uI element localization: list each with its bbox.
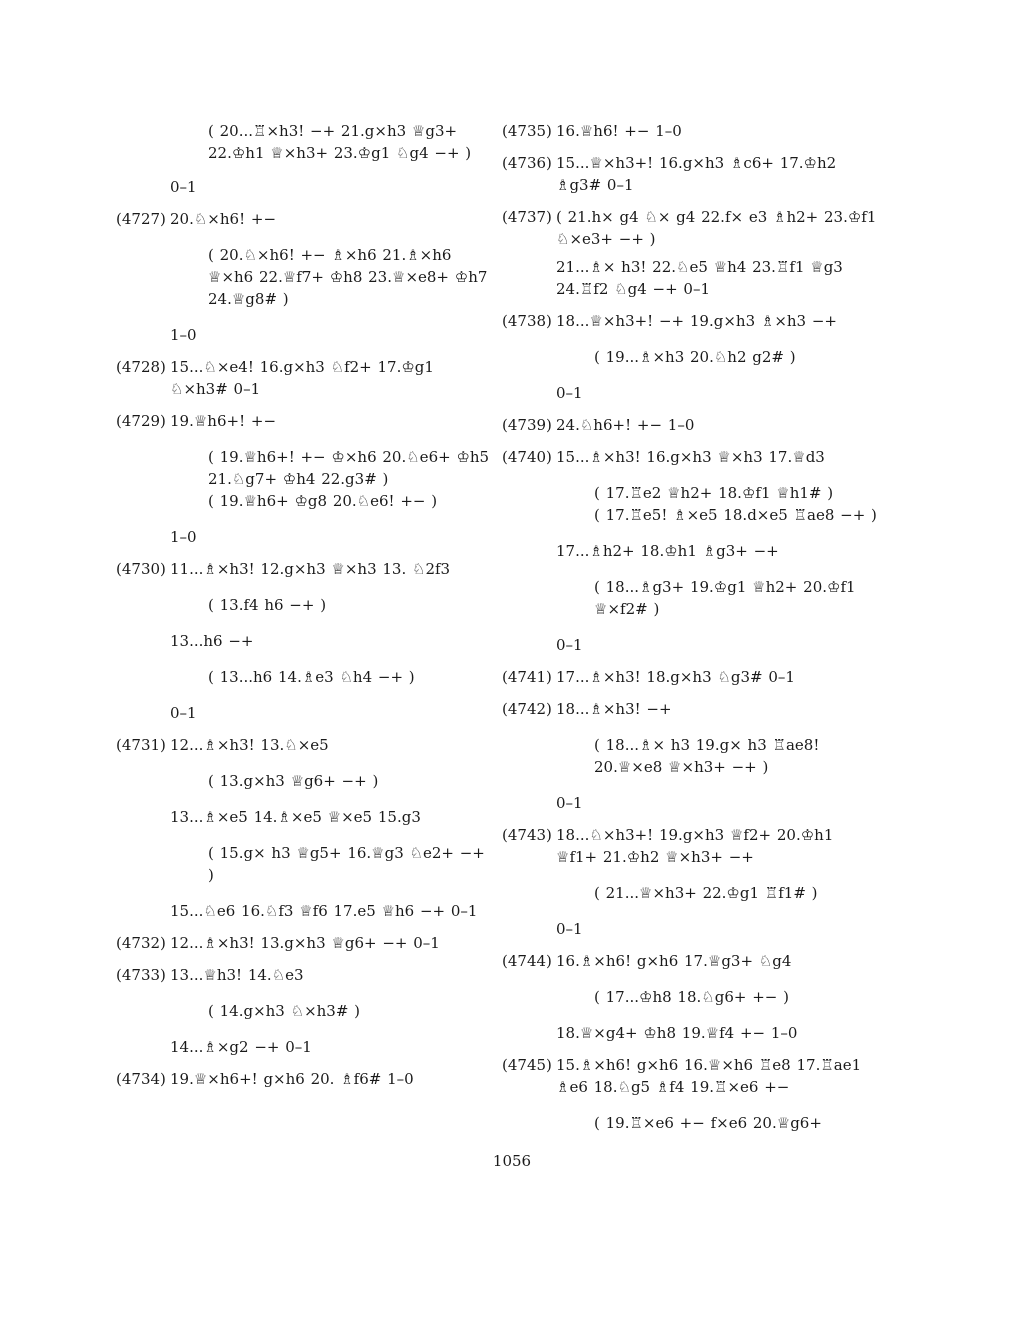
move-text: ( 21.h× g4 ♘× g4 22.f× e3 ♗h2+ 23.♔f1 ♘×e3+ −+ ): [556, 208, 877, 248]
move-line: [116, 1036, 494, 1058]
move-line: [502, 792, 880, 814]
problem-entry: [502, 310, 880, 332]
move-text: 14...♗×g2 −+ 0–1: [170, 1038, 312, 1056]
move-text: 15...♕×h3+! 16.g×h3 ♗c6+ 17.♔h2 ♗g3# 0–1: [556, 154, 837, 194]
variation-line: [502, 346, 880, 368]
problem-entry: [116, 932, 494, 954]
move-text: 15.♗×h6! g×h6 16.♕×h6 ♖e8 17.♖ae1 ♗e6 18.♘g5 ♗f4 19.♖×e6 +−: [556, 1056, 862, 1096]
problem-entry: [502, 1054, 880, 1098]
problem-entry: [502, 698, 880, 720]
problem-entry: [116, 558, 494, 580]
problem-number: (4734): [116, 1070, 166, 1088]
move-text: 16.♕h6! +− 1–0: [556, 122, 682, 140]
problem-number: (4738): [502, 312, 552, 330]
variation-line: [116, 446, 494, 490]
move-text: ( 19...♗×h3 20.♘h2 g2# ): [594, 348, 796, 366]
variation-line: [502, 576, 880, 620]
move-text: 18.♕×g4+ ♔h8 19.♕f4 +− 1–0: [556, 1024, 798, 1042]
move-line: [502, 918, 880, 940]
move-text: 13...♕h3! 14.♘e3: [170, 966, 304, 984]
problem-entry: [502, 414, 880, 436]
move-text: 12...♗×h3! 13.♘×e5: [170, 736, 329, 754]
problem-entry: [116, 964, 494, 986]
page-number: 1056: [492, 1152, 532, 1170]
move-text: 1–0: [170, 326, 197, 344]
move-text: 16.♗×h6! g×h6 17.♕g3+ ♘g4: [556, 952, 792, 970]
move-text: 17...♗×h3! 18.g×h3 ♘g3# 0–1: [556, 668, 795, 686]
move-text: ( 13.g×h3 ♕g6+ −+ ): [208, 772, 379, 790]
problem-number: (4741): [502, 668, 552, 686]
move-text: 15...♗×h3! 16.g×h3 ♕×h3 17.♕d3: [556, 448, 825, 466]
problem-entry: [116, 356, 494, 400]
problem-entry: [502, 666, 880, 688]
problem-number: (4733): [116, 966, 166, 984]
move-text: ( 17.♖e2 ♕h2+ 18.♔f1 ♕h1# ): [594, 484, 834, 502]
move-line: [116, 702, 494, 724]
problem-number: (4729): [116, 412, 166, 430]
problem-entry: [116, 208, 494, 230]
problem-number: (4728): [116, 358, 166, 376]
problem-entry: [116, 734, 494, 756]
move-line: [116, 630, 494, 652]
move-text: 11...♗×h3! 12.g×h3 ♕×h3 13. ♘2f3: [170, 560, 451, 578]
variation-line: [502, 986, 880, 1008]
left-column: [116, 120, 494, 1090]
variation-line: [116, 842, 494, 886]
variation-line: [116, 770, 494, 792]
move-text: 17...♗h2+ 18.♔h1 ♗g3+ −+: [556, 542, 779, 560]
variation-line: [116, 120, 494, 164]
move-line: [116, 526, 494, 548]
variation-line: [502, 482, 880, 504]
variation-line: [116, 1000, 494, 1022]
move-text: ( 19.♕h6+ ♔g8 20.♘e6! +− ): [208, 492, 438, 510]
problem-number: (4744): [502, 952, 552, 970]
move-text: ( 13.f4 h6 −+ ): [208, 596, 327, 614]
move-text: ( 20...♖×h3! −+ 21.g×h3 ♕g3+ 22.♔h1 ♕×h3+ 23.♔g1 ♘g4 −+ ): [208, 122, 472, 162]
move-text: ( 20.♘×h6! +− ♗×h6 21.♗×h6 ♕×h6 22.♕f7+ ♔h8 23.♕×e8+ ♔h7 24.♕g8# ): [208, 246, 488, 308]
variation-line: [502, 504, 880, 526]
problem-number: (4732): [116, 934, 166, 952]
problem-number: (4740): [502, 448, 552, 466]
move-text: ( 21...♕×h3+ 22.♔g1 ♖f1# ): [594, 884, 818, 902]
problem-number: (4737): [502, 208, 552, 226]
move-text: 18...♘×h3+! 19.g×h3 ♕f2+ 20.♔h1 ♕f1+ 21.♔h2 ♕×h3+ −+: [556, 826, 834, 866]
problem-entry: [502, 824, 880, 868]
move-line: [502, 382, 880, 404]
move-text: ( 18...♗× h3 19.g× h3 ♖ae8! 20.♕×e8 ♕×h3+ −+ ): [594, 736, 820, 776]
move-text: 12...♗×h3! 13.g×h3 ♕g6+ −+ 0–1: [170, 934, 440, 952]
right-column: [502, 120, 880, 1134]
move-line: [116, 324, 494, 346]
move-text: 18...♕×h3+! −+ 19.g×h3 ♗×h3 −+: [556, 312, 838, 330]
variation-line: [502, 882, 880, 904]
move-text: ( 18...♗g3+ 19.♔g1 ♕h2+ 20.♔f1 ♕×f2# ): [594, 578, 856, 618]
move-text: ( 19.♖×e6 +− f×e6 20.♕g6+: [594, 1114, 822, 1132]
problem-number: (4730): [116, 560, 166, 578]
variation-line: [116, 490, 494, 512]
move-line: [502, 1022, 880, 1044]
problem-number: (4745): [502, 1056, 552, 1074]
move-text: 15...♘×e4! 16.g×h3 ♘f2+ 17.♔g1 ♘×h3# 0–1: [170, 358, 434, 398]
move-text: 0–1: [556, 794, 583, 812]
variation-line: [502, 734, 880, 778]
problem-number: (4739): [502, 416, 552, 434]
problem-entry: [502, 152, 880, 196]
move-text: 24.♘h6+! +− 1–0: [556, 416, 695, 434]
move-text: 0–1: [170, 704, 197, 722]
variation-line: [116, 244, 494, 310]
move-line: [502, 540, 880, 562]
problem-number: (4743): [502, 826, 552, 844]
move-text: 0–1: [556, 920, 583, 938]
problem-number: (4731): [116, 736, 166, 754]
problem-entry: [116, 1068, 494, 1090]
problem-number: (4735): [502, 122, 552, 140]
move-text: ( 17...♔h8 18.♘g6+ +− ): [594, 988, 789, 1006]
problem-entry: [116, 410, 494, 432]
problem-entry: [502, 120, 880, 142]
move-line: [502, 256, 880, 300]
problem-entry: [502, 206, 880, 250]
problem-number: (4736): [502, 154, 552, 172]
move-line: [502, 634, 880, 656]
move-text: ( 14.g×h3 ♘×h3# ): [208, 1002, 361, 1020]
move-text: 19.♕h6+! +−: [170, 412, 277, 430]
move-text: 19.♕×h6+! g×h6 20. ♗f6# 1–0: [170, 1070, 414, 1088]
problem-number: (4727): [116, 210, 166, 228]
move-text: ( 15.g× h3 ♕g5+ 16.♕g3 ♘e2+ −+ ): [208, 844, 485, 884]
problem-entry: [502, 950, 880, 972]
move-text: 15...♘e6 16.♘f3 ♕f6 17.e5 ♕h6 −+ 0–1: [170, 902, 478, 920]
move-text: 13...h6 −+: [170, 632, 254, 650]
variation-line: [116, 594, 494, 616]
move-text: ( 19.♕h6+! +− ♔×h6 20.♘e6+ ♔h5 21.♘g7+ ♔h4 22.g3# ): [208, 448, 490, 488]
move-text: 0–1: [556, 636, 583, 654]
problem-entry: [502, 446, 880, 468]
move-line: [116, 806, 494, 828]
move-line: [116, 176, 494, 198]
move-text: 1–0: [170, 528, 197, 546]
variation-line: [116, 666, 494, 688]
problem-number: (4742): [502, 700, 552, 718]
move-text: ( 13...h6 14.♗e3 ♘h4 −+ ): [208, 668, 415, 686]
variation-line: [502, 1112, 880, 1134]
move-line: [116, 900, 494, 922]
move-text: 0–1: [170, 178, 197, 196]
move-text: 18...♗×h3! −+: [556, 700, 672, 718]
move-text: ( 17.♖e5! ♗×e5 18.d×e5 ♖ae8 −+ ): [594, 506, 877, 524]
move-text: 20.♘×h6! +−: [170, 210, 277, 228]
move-text: 0–1: [556, 384, 583, 402]
move-text: 13...♗×e5 14.♗×e5 ♕×e5 15.g3: [170, 808, 421, 826]
move-text: 21...♗× h3! 22.♘e5 ♕h4 23.♖f1 ♕g3 24.♖f2 ♘g4 −+ 0–1: [556, 258, 843, 298]
